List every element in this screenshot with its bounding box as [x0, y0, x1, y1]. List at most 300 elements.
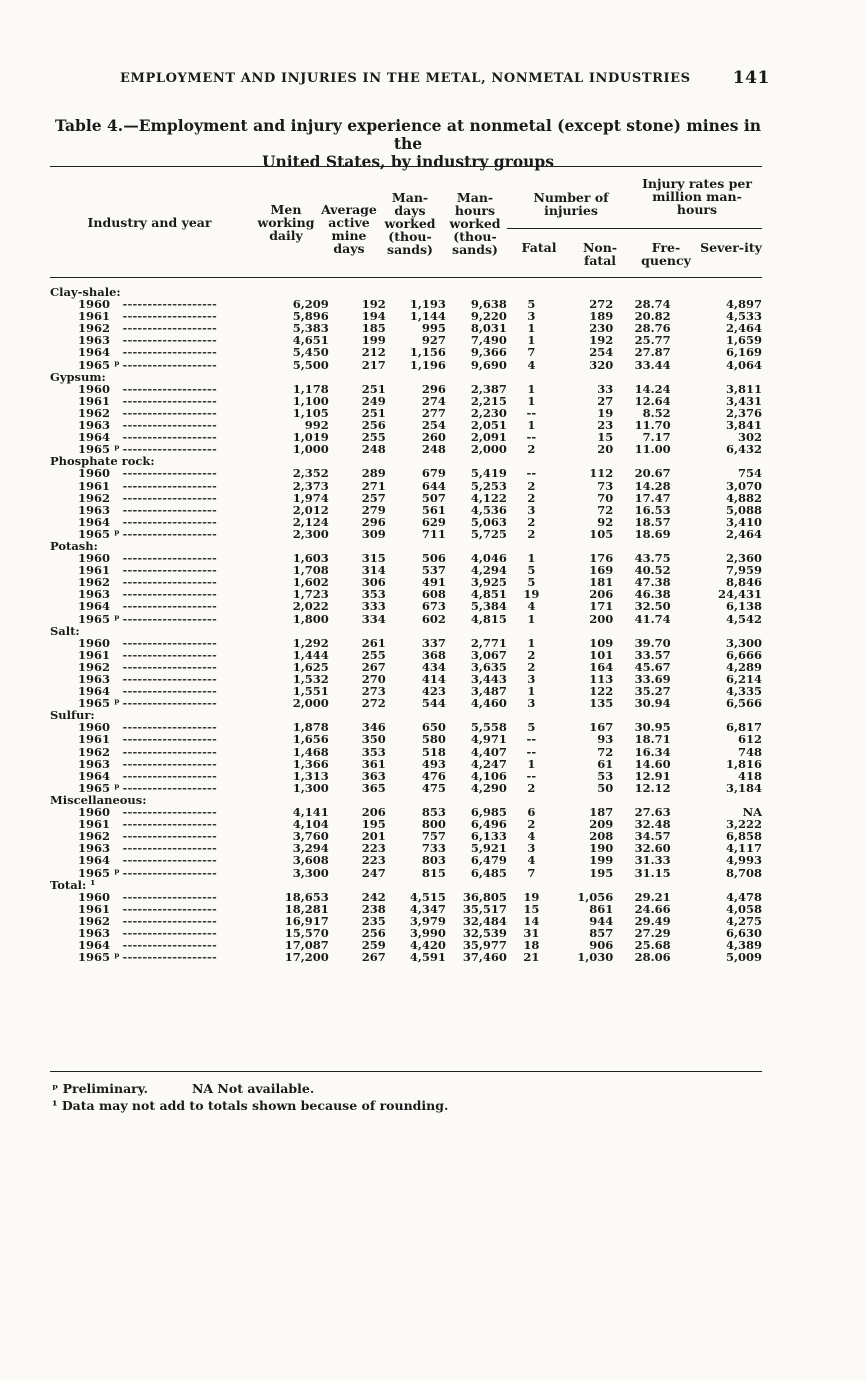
cell-nonfatal-injuries: 72: [597, 502, 614, 517]
cell-frequency-rate: 12.64: [634, 393, 671, 408]
year-label: 1965 ᵖ: [78, 780, 120, 795]
cell-fatal-injuries: --: [526, 430, 537, 445]
cell-average-active-mine-days: 256: [361, 418, 386, 433]
cell-man-days-worked: 995: [421, 321, 446, 336]
cell-man-days-worked: 673: [421, 599, 446, 614]
cell-nonfatal-injuries: 206: [589, 587, 614, 602]
cell-fatal-injuries: 1: [527, 381, 536, 396]
cell-man-days-worked: 803: [421, 853, 446, 868]
cell-men-working-daily: 2,124: [292, 514, 329, 529]
cell-men-working-daily: 4,651: [292, 333, 329, 348]
cell-average-active-mine-days: 334: [361, 611, 386, 626]
cell-man-days-worked: 561: [421, 502, 446, 517]
cell-severity-rate: 4,335: [725, 684, 762, 699]
cell-fatal-injuries: 5: [527, 563, 536, 578]
cell-men-working-daily: 2,300: [292, 526, 329, 541]
year-label: 1960: [78, 805, 111, 820]
dot-leader: -------------------: [120, 720, 217, 735]
cell-average-active-mine-days: 270: [361, 672, 386, 686]
cell-man-days-worked: 518: [421, 744, 446, 759]
cell-nonfatal-injuries: 861: [589, 901, 614, 916]
cell-men-working-daily: 17,200: [284, 950, 329, 965]
cell-fatal-injuries: 5: [527, 575, 536, 590]
cell-severity-rate: 6,214: [725, 672, 762, 686]
cell-man-days-worked: 733: [421, 841, 446, 856]
cell-man-days-worked: 4,420: [409, 938, 446, 953]
year-label: 1961: [78, 732, 111, 747]
cell-average-active-mine-days: 194: [361, 309, 386, 324]
cell-average-active-mine-days: 306: [361, 575, 386, 590]
dot-leader: -------------------: [120, 321, 217, 336]
running-head: [120, 68, 770, 88]
cell-man-hours-worked: 32,484: [462, 913, 507, 928]
group-label: Potash:: [50, 538, 98, 553]
cell-frequency-rate: 46.38: [634, 587, 671, 602]
cell-man-hours-worked: 4,294: [470, 563, 507, 578]
year-label: 1960: [78, 720, 111, 735]
cell-man-hours-worked: 32,539: [462, 925, 507, 940]
dot-leader: -------------------: [120, 756, 217, 771]
cell-average-active-mine-days: 192: [361, 297, 386, 312]
cell-fatal-injuries: 2: [527, 817, 536, 832]
cell-man-hours-worked: 36,805: [462, 889, 507, 904]
dot-leader: -------------------: [120, 502, 217, 517]
cell-year: [50, 613, 280, 625]
dot-leader: -------------------: [120, 587, 217, 602]
dot-leader: -------------------: [120, 768, 217, 783]
cell-frequency-rate: 29.49: [634, 913, 671, 928]
cell-man-hours-worked: 5,921: [470, 841, 507, 856]
cell-nonfatal-injuries: 164: [589, 659, 614, 674]
cell-fatal-injuries: 5: [527, 720, 536, 735]
header-frequency: Fre-quency: [641, 240, 691, 268]
header-nonfatal: Non-fatal: [582, 240, 618, 268]
cell-man-days-worked: 414: [421, 672, 446, 686]
cell-average-active-mine-days: 251: [361, 381, 386, 396]
cell-severity-rate: NA: [742, 805, 762, 820]
cell-nonfatal-injuries: 190: [589, 841, 614, 856]
cell-severity-rate: 4,058: [725, 901, 762, 916]
cell-average-active-mine-days: 257: [361, 490, 386, 505]
group-label: Sulfur:: [50, 708, 95, 723]
cell-nonfatal-injuries: 857: [589, 925, 614, 940]
cell-man-days-worked: 3,990: [409, 925, 446, 940]
year-label: 1961: [78, 901, 111, 916]
cell-man-hours-worked: 6,479: [470, 853, 507, 868]
cell-severity-rate: 3,410: [725, 514, 762, 529]
cell-man-hours-worked: 4,290: [470, 780, 507, 795]
cell-nonfatal-injuries: 192: [589, 333, 614, 348]
cell-men-working-daily: 1,625: [292, 659, 329, 674]
cell-man-hours-worked: 37,460: [462, 950, 507, 965]
cell-fatal-injuries: 1: [527, 756, 536, 771]
cell-frequency-rate: 27.29: [634, 925, 671, 940]
cell-fatal-injuries: 4: [527, 357, 536, 372]
cell-severity-rate: 2,360: [725, 551, 762, 566]
cell-frequency-rate: 12.12: [634, 780, 671, 795]
cell-man-days-worked: 1,144: [409, 309, 446, 324]
year-label: 1961: [78, 393, 111, 408]
cell-man-days-worked: 337: [421, 635, 446, 650]
cell-man-hours-worked: 5,558: [470, 720, 507, 735]
cell-nonfatal-injuries: 33: [597, 381, 614, 396]
cell-man-hours-worked: 6,985: [470, 805, 507, 820]
cell-severity-rate: 5,088: [725, 502, 762, 517]
cell-men-working-daily: 992: [304, 418, 329, 433]
header-man-hours-worked: Man-hours worked (thou-sands): [449, 190, 501, 257]
cell-man-days-worked: 423: [421, 684, 446, 699]
header-fatal: Fatal: [521, 240, 557, 255]
dot-leader: -------------------: [120, 672, 217, 686]
cell-nonfatal-injuries: 53: [597, 768, 614, 783]
year-label: 1965 ᵖ: [78, 611, 120, 626]
group-label: Phosphate rock:: [50, 454, 155, 469]
cell-severity-rate: 3,070: [725, 478, 762, 493]
cell-nonfatal-injuries: 105: [589, 526, 614, 541]
cell-man-hours-worked: 2,000: [470, 442, 507, 457]
cell-frequency-rate: 24.66: [634, 901, 671, 916]
dot-leader: -------------------: [120, 829, 217, 844]
cell-severity-rate: 3,222: [725, 817, 762, 832]
cell-average-active-mine-days: 261: [361, 635, 386, 650]
cell-men-working-daily: 1,800: [292, 611, 329, 626]
cell-men-working-daily: 1,532: [292, 672, 329, 686]
cell-man-days-worked: 260: [421, 430, 446, 445]
cell-nonfatal-injuries: 20: [597, 442, 614, 457]
data-table: [50, 286, 762, 963]
cell-severity-rate: 4,533: [725, 309, 762, 324]
cell-man-hours-worked: 7,490: [470, 333, 507, 348]
cell-nonfatal-injuries: 209: [589, 817, 614, 832]
cell-average-active-mine-days: 185: [361, 321, 386, 336]
cell-man-days-worked: 815: [421, 865, 446, 880]
cell-nonfatal-injuries: 320: [589, 357, 614, 372]
cell-man-hours-worked: 2,230: [470, 405, 507, 420]
cell-men-working-daily: 2,012: [292, 502, 329, 517]
cell-nonfatal-injuries: 199: [589, 853, 614, 868]
cell-average-active-mine-days: 271: [361, 478, 386, 493]
cell-man-days-worked: 506: [421, 551, 446, 566]
cell-average-active-mine-days: 235: [361, 913, 386, 928]
cell-average-active-mine-days: 247: [361, 865, 386, 880]
cell-fatal-injuries: 2: [527, 647, 536, 662]
cell-nonfatal-injuries: 73: [597, 478, 614, 493]
cell-frequency-rate: 20.67: [634, 466, 671, 481]
cell-severity-rate: 6,858: [725, 829, 762, 844]
cell-fatal-injuries: 3: [527, 696, 536, 711]
cell-severity-rate: 6,817: [725, 720, 762, 735]
cell-men-working-daily: 1,366: [292, 756, 329, 771]
cell-average-active-mine-days: 279: [361, 502, 386, 517]
cell-man-hours-worked: 4,247: [470, 756, 507, 771]
cell-man-days-worked: 853: [421, 805, 446, 820]
cell-man-hours-worked: 4,407: [470, 744, 507, 759]
group-label: Gypsum:: [50, 369, 106, 384]
dot-leader: -------------------: [120, 696, 217, 711]
cell-man-hours-worked: 2,771: [470, 635, 507, 650]
cell-men-working-daily: 17,087: [284, 938, 329, 953]
table-row: [50, 867, 762, 879]
cell-man-hours-worked: 4,046: [470, 551, 507, 566]
cell-severity-rate: 6,432: [725, 442, 762, 457]
cell-frequency-rate: 33.57: [634, 647, 671, 662]
cell-severity-rate: 418: [737, 768, 762, 783]
cell-men-working-daily: 1,468: [292, 744, 329, 759]
cell-severity-rate: 4,542: [725, 611, 762, 626]
cell-average-active-mine-days: 267: [361, 950, 386, 965]
cell-fatal-injuries: 1: [527, 684, 536, 699]
dot-leader: -------------------: [120, 635, 217, 650]
cell-man-hours-worked: 2,387: [470, 381, 507, 396]
cell-men-working-daily: 1,019: [292, 430, 329, 445]
cell-man-days-worked: 296: [421, 381, 446, 396]
table-row: [50, 951, 762, 963]
cell-man-hours-worked: 35,977: [462, 938, 507, 953]
cell-nonfatal-injuries: 15: [597, 430, 614, 445]
table-bottom-rule: [50, 1071, 762, 1072]
cell-men-working-daily: 1,105: [292, 405, 329, 420]
cell-average-active-mine-days: 212: [361, 345, 386, 360]
cell-severity-rate: 6,169: [725, 345, 762, 360]
cell-nonfatal-injuries: 101: [589, 647, 614, 662]
cell-average-active-mine-days: 273: [361, 684, 386, 699]
cell-nonfatal-injuries: 187: [589, 805, 614, 820]
cell-nonfatal-injuries: 171: [589, 599, 614, 614]
cell-man-hours-worked: 8,031: [470, 321, 507, 336]
cell-frequency-rate: 8.52: [642, 405, 671, 420]
cell-average-active-mine-days: 223: [361, 841, 386, 856]
cell-fatal-injuries: 1: [527, 551, 536, 566]
dot-leader: -------------------: [120, 732, 217, 747]
header-injury-rates: Injury rates per million man-hours: [642, 176, 752, 217]
cell-frequency-rate: 14.60: [634, 756, 671, 771]
year-label: 1960: [78, 889, 111, 904]
dot-leader: -------------------: [120, 551, 217, 566]
header-group-rule: [507, 228, 762, 229]
table-title-line-1: Table 4.—Employment and injury experience at nonmetal (except stone) mines in the: [54, 116, 762, 153]
cell-frequency-rate: 25.68: [634, 938, 671, 953]
dot-leader: -------------------: [120, 393, 217, 408]
group-label: Clay-shale:: [50, 285, 121, 299]
cell-frequency-rate: 7.17: [642, 430, 671, 445]
dot-leader: -------------------: [120, 938, 217, 953]
dot-leader: -------------------: [120, 950, 217, 965]
cell-man-hours-worked: 9,220: [470, 309, 507, 324]
cell-severity-rate: 3,431: [725, 393, 762, 408]
cell-fatal-injuries: 2: [527, 659, 536, 674]
year-label: 1961: [78, 563, 111, 578]
cell-average-active-mine-days: 206: [361, 805, 386, 820]
cell-frequency-rate: 31.15: [634, 865, 671, 880]
header-industry: Industry and year: [87, 215, 212, 230]
year-label: 1965 ᵖ: [78, 696, 120, 711]
cell-frequency-rate: 17.47: [634, 490, 671, 505]
year-label: 1965 ᵖ: [78, 357, 120, 372]
year-label: 1962: [78, 575, 111, 590]
cell-men-working-daily: 2,022: [292, 599, 329, 614]
dot-leader: -------------------: [120, 357, 217, 372]
footnote-rounding: ¹ Data may not add to totals shown because of rounding.: [52, 1098, 449, 1113]
cell-man-hours-worked: 5,253: [470, 478, 507, 493]
cell-average-active-mine-days: 353: [361, 744, 386, 759]
dot-leader: -------------------: [120, 817, 217, 832]
cell-nonfatal-injuries: 113: [589, 672, 614, 686]
cell-severity-rate: 8,708: [725, 865, 762, 880]
dot-leader: -------------------: [120, 647, 217, 662]
cell-fatal-injuries: 19: [523, 889, 540, 904]
year-label: 1963: [78, 672, 111, 686]
cell-man-days-worked: 368: [421, 647, 446, 662]
year-label: 1965 ᵖ: [78, 950, 120, 965]
year-label: 1963: [78, 841, 111, 856]
cell-average-active-mine-days: 361: [361, 756, 386, 771]
cell-frequency-rate: 33.69: [634, 672, 671, 686]
table-row: [50, 359, 762, 371]
year-label: 1964: [78, 853, 111, 868]
cell-nonfatal-injuries: 23: [597, 418, 614, 433]
dot-leader: -------------------: [120, 780, 217, 795]
year-label: 1964: [78, 345, 111, 360]
cell-men-working-daily: 1,708: [292, 563, 329, 578]
cell-nonfatal-injuries: 112: [589, 466, 614, 481]
cell-year: [50, 867, 280, 879]
cell-men-working-daily: 1,551: [292, 684, 329, 699]
cell-frequency-rate: 28.76: [634, 321, 671, 336]
cell-man-days-worked: 476: [421, 768, 446, 783]
cell-men-working-daily: 2,373: [292, 478, 329, 493]
cell-severity-rate: 4,389: [725, 938, 762, 953]
cell-man-days-worked: 4,515: [409, 889, 446, 904]
cell-man-hours-worked: 4,536: [470, 502, 507, 517]
cell-severity-rate: 748: [737, 744, 762, 759]
cell-nonfatal-injuries: 200: [589, 611, 614, 626]
cell-man-days-worked: 602: [421, 611, 446, 626]
cell-frequency-rate: 40.52: [634, 563, 671, 578]
cell-man-days-worked: 507: [421, 490, 446, 505]
cell-man-days-worked: 277: [421, 405, 446, 420]
cell-man-hours-worked: 4,851: [470, 587, 507, 602]
group-label: Total: ¹: [50, 877, 96, 892]
cell-nonfatal-injuries: 72: [597, 744, 614, 759]
table-row: [50, 613, 762, 625]
cell-average-active-mine-days: 199: [361, 333, 386, 348]
cell-average-active-mine-days: 201: [361, 829, 386, 844]
cell-men-working-daily: 18,653: [284, 889, 329, 904]
cell-severity-rate: 5,009: [725, 950, 762, 965]
cell-fatal-injuries: --: [526, 744, 537, 759]
cell-frequency-rate: 35.27: [634, 684, 671, 699]
cell-frequency-rate: 32.60: [634, 841, 671, 856]
cell-severity-rate: 6,566: [725, 696, 762, 711]
cell-frequency-rate: 43.75: [634, 551, 671, 566]
cell-frequency-rate: 11.70: [634, 418, 671, 433]
cell-frequency-rate: 34.57: [634, 829, 671, 844]
year-label: 1962: [78, 913, 111, 928]
cell-nonfatal-injuries: 208: [589, 829, 614, 844]
cell-man-hours-worked: 9,690: [470, 357, 507, 372]
year-label: 1960: [78, 381, 111, 396]
cell-men-working-daily: 3,300: [292, 865, 329, 880]
cell-man-days-worked: 629: [421, 514, 446, 529]
year-label: 1961: [78, 647, 111, 662]
dot-leader: -------------------: [120, 865, 217, 880]
cell-man-days-worked: 650: [421, 720, 446, 735]
footnote-preliminary: ᵖ Preliminary.: [52, 1081, 148, 1096]
cell-frequency-rate: 27.87: [634, 345, 671, 360]
year-label: 1964: [78, 514, 111, 529]
cell-man-hours-worked: 35,517: [462, 901, 507, 916]
year-label: 1964: [78, 938, 111, 953]
cell-man-hours-worked: 5,419: [470, 466, 507, 481]
cell-severity-rate: 3,841: [725, 418, 762, 433]
cell-men-working-daily: 1,178: [292, 381, 329, 396]
cell-severity-rate: 2,464: [725, 321, 762, 336]
dot-leader: -------------------: [120, 611, 217, 626]
cell-fatal-injuries: --: [526, 466, 537, 481]
cell-severity-rate: 3,811: [725, 381, 762, 396]
cell-severity-rate: 24,431: [717, 587, 762, 602]
cell-man-days-worked: 544: [421, 696, 446, 711]
dot-leader: -------------------: [120, 913, 217, 928]
cell-man-hours-worked: 5,384: [470, 599, 507, 614]
cell-man-hours-worked: 4,122: [470, 490, 507, 505]
cell-men-working-daily: 5,383: [292, 321, 329, 336]
group-label: Salt:: [50, 623, 80, 638]
cell-severity-rate: 4,117: [725, 841, 762, 856]
cell-fatal-injuries: 2: [527, 490, 536, 505]
cell-nonfatal-injuries: 230: [589, 321, 614, 336]
cell-average-active-mine-days: 353: [361, 587, 386, 602]
cell-severity-rate: 2,376: [725, 405, 762, 420]
cell-man-hours-worked: 3,925: [470, 575, 507, 590]
data-table-body: [50, 286, 762, 963]
cell-frequency-rate: 30.94: [634, 696, 671, 711]
cell-fatal-injuries: 2: [527, 514, 536, 529]
table-row: [50, 697, 762, 709]
header-number-of-injuries: Number of injuries: [533, 190, 609, 218]
cell-man-hours-worked: 5,725: [470, 526, 507, 541]
cell-nonfatal-injuries: 135: [589, 696, 614, 711]
dot-leader: -------------------: [120, 405, 217, 420]
cell-man-hours-worked: 4,106: [470, 768, 507, 783]
cell-frequency-rate: 16.34: [634, 744, 671, 759]
cell-man-days-worked: 1,196: [409, 357, 446, 372]
cell-fatal-injuries: 1: [527, 321, 536, 336]
cell-frequency-rate: 33.44: [634, 357, 671, 372]
cell-men-working-daily: 1,602: [292, 575, 329, 590]
cell-fatal-injuries: 2: [527, 478, 536, 493]
page-number: 141: [732, 68, 770, 88]
cell-man-hours-worked: 3,067: [470, 647, 507, 662]
cell-frequency-rate: 18.71: [634, 732, 671, 747]
cell-fatal-injuries: 3: [527, 672, 536, 686]
cell-man-hours-worked: 2,215: [470, 393, 507, 408]
year-label: 1961: [78, 817, 111, 832]
cell-nonfatal-injuries: 122: [589, 684, 614, 699]
cell-frequency-rate: 18.69: [634, 526, 671, 541]
cell-frequency-rate: 20.82: [634, 309, 671, 324]
cell-man-hours-worked: 9,366: [470, 345, 507, 360]
year-label: 1965 ᵖ: [78, 526, 120, 541]
cell-nonfatal-injuries: 167: [589, 720, 614, 735]
cell-men-working-daily: 16,917: [284, 913, 329, 928]
cell-men-working-daily: 4,104: [292, 817, 329, 832]
cell-men-working-daily: 1,603: [292, 551, 329, 566]
header-man-days-worked: Man-days worked (thou-sands): [384, 190, 436, 257]
cell-average-active-mine-days: 251: [361, 405, 386, 420]
year-label: 1962: [78, 405, 111, 420]
cell-frequency-rate: 27.63: [634, 805, 671, 820]
